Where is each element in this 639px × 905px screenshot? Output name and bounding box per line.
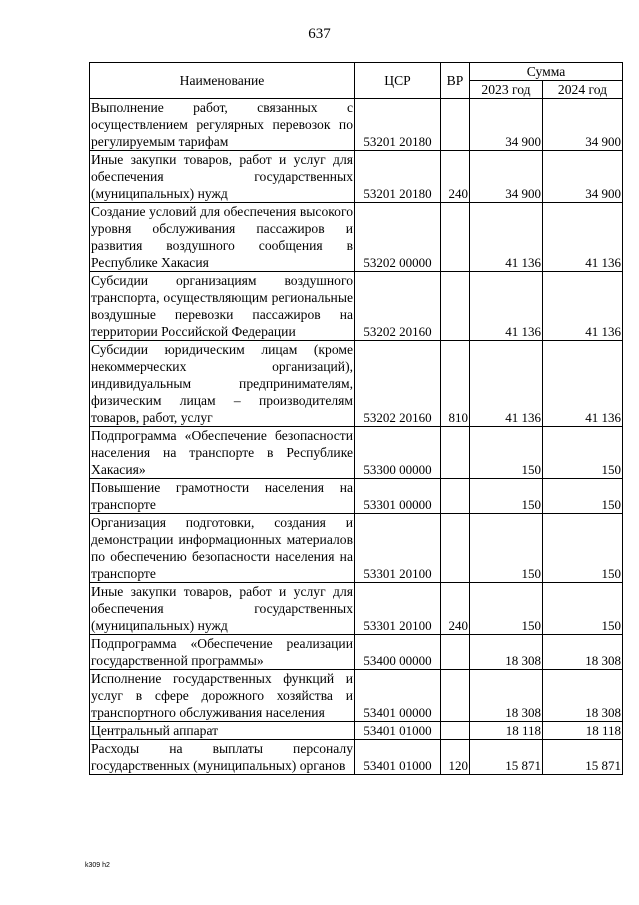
row-vr: 240 — [441, 583, 470, 635]
table-row — [90, 635, 623, 670]
row-name: Иные закупки товаров, работ и услуг для обеспечения государственных (муниципальных) нужд — [91, 584, 353, 633]
row-amount-2023: 150 — [470, 514, 543, 583]
row-csr: 53201 20180 — [355, 99, 441, 151]
row-amount-2023: 41 136 — [470, 272, 543, 341]
row-csr: 53301 20100 — [355, 514, 441, 583]
table-row — [90, 99, 623, 151]
row-csr: 53301 00000 — [355, 479, 441, 514]
row-name: Иные закупки товаров, работ и услуг для обеспечения государственных (муниципальных) нужд — [91, 152, 353, 201]
row-amount-2024: 150 — [543, 479, 623, 514]
row-name: Подпрограмма «Обеспечение безопасности населения на транспорте в Республике Хакасия» — [91, 428, 353, 477]
header-vr: ВР — [441, 63, 470, 99]
row-vr: 120 — [441, 740, 470, 775]
row-amount-2024: 18 308 — [543, 670, 623, 722]
row-name: Организация подготовки, создания и демонстрации информационных материалов по обеспечению безопасности населения на транспорте — [91, 515, 353, 581]
table-row — [90, 203, 623, 272]
row-name: Центральный аппарат — [90, 722, 355, 740]
row-vr — [441, 427, 470, 479]
header-sum: Сумма — [470, 63, 623, 81]
row-csr: 53401 01000 — [355, 740, 441, 775]
row-amount-2023: 18 308 — [470, 635, 543, 670]
row-amount-2023: 150 — [470, 427, 543, 479]
row-csr: 53202 20160 — [355, 272, 441, 341]
row-vr: 240 — [441, 151, 470, 203]
table-row — [90, 514, 623, 583]
row-name: Создание условий для обеспечения высокого уровня обслуживания пассажиров и развития воздушного сообщения в Республике Хакасия — [91, 204, 353, 270]
row-amount-2023: 41 136 — [470, 341, 543, 427]
row-vr — [441, 203, 470, 272]
row-vr — [441, 514, 470, 583]
row-amount-2024: 41 136 — [543, 203, 623, 272]
row-amount-2023: 34 900 — [470, 151, 543, 203]
page-number: 637 — [308, 26, 331, 42]
table-row — [90, 479, 623, 514]
row-amount-2024: 150 — [543, 427, 623, 479]
row-name: Выполнение работ, связанных с осуществлением регулярных перевозок по регулируемым тарифам — [91, 100, 353, 149]
row-vr — [441, 272, 470, 341]
row-amount-2023: 150 — [470, 479, 543, 514]
row-csr: 53401 00000 — [355, 670, 441, 722]
row-amount-2024: 18 118 — [543, 722, 623, 740]
row-name: Повышение грамотности населения на транспорте — [91, 480, 353, 512]
header-year-2023: 2023 год — [470, 81, 543, 99]
table-row — [90, 272, 623, 341]
row-csr: 53400 00000 — [355, 635, 441, 670]
row-amount-2024: 34 900 — [543, 151, 623, 203]
table-row — [90, 722, 623, 740]
row-amount-2024: 150 — [543, 583, 623, 635]
row-amount-2024: 41 136 — [543, 272, 623, 341]
row-name: Субсидии организациям воздушного транспорта, осуществляющим региональные воздушные перевозки пассажиров на территории Российской Федерации — [91, 273, 353, 339]
row-amount-2023: 41 136 — [470, 203, 543, 272]
row-amount-2023: 150 — [470, 583, 543, 635]
row-amount-2024: 34 900 — [543, 99, 623, 151]
row-name: Расходы на выплаты персоналу государственных (муниципальных) органов — [91, 741, 353, 773]
row-amount-2023: 18 308 — [470, 670, 543, 722]
row-amount-2023: 15 871 — [470, 740, 543, 775]
table-row — [90, 151, 623, 203]
row-amount-2023: 34 900 — [470, 99, 543, 151]
row-csr: 53202 20160 — [355, 341, 441, 427]
header-csr: ЦСР — [355, 63, 441, 99]
row-name: Субсидии юридическим лицам (кроме некоммерческих организаций), индивидуальным предпринимателям, физическим лицам – производителям товаров, работ, услуг — [91, 342, 353, 425]
table-row — [90, 427, 623, 479]
table-row — [90, 583, 623, 635]
row-csr: 53202 00000 — [355, 203, 441, 272]
header-name: Наименование — [90, 63, 355, 99]
table-row — [90, 740, 623, 775]
row-vr — [441, 479, 470, 514]
row-vr — [441, 722, 470, 740]
row-amount-2024: 18 308 — [543, 635, 623, 670]
header-year-2024: 2024 год — [543, 81, 623, 99]
row-csr: 53401 01000 — [355, 722, 441, 740]
row-amount-2024: 41 136 — [543, 341, 623, 427]
budget-table — [89, 62, 623, 775]
row-vr: 810 — [441, 341, 470, 427]
row-csr: 53201 20180 — [355, 151, 441, 203]
row-vr — [441, 99, 470, 151]
table-row — [90, 670, 623, 722]
row-name: Исполнение государственных функций и услуг в сфере дорожного хозяйства и транспортного обслуживания населения — [91, 671, 353, 720]
table-row — [90, 341, 623, 427]
row-amount-2023: 18 118 — [470, 722, 543, 740]
row-vr — [441, 635, 470, 670]
row-amount-2024: 150 — [543, 514, 623, 583]
row-vr — [441, 670, 470, 722]
row-name: Подпрограмма «Обеспечение реализации государственной программы» — [91, 636, 353, 668]
row-csr: 53301 20100 — [355, 583, 441, 635]
row-csr: 53300 00000 — [355, 427, 441, 479]
row-amount-2024: 15 871 — [543, 740, 623, 775]
footer-code: k309 h2 — [85, 862, 110, 869]
